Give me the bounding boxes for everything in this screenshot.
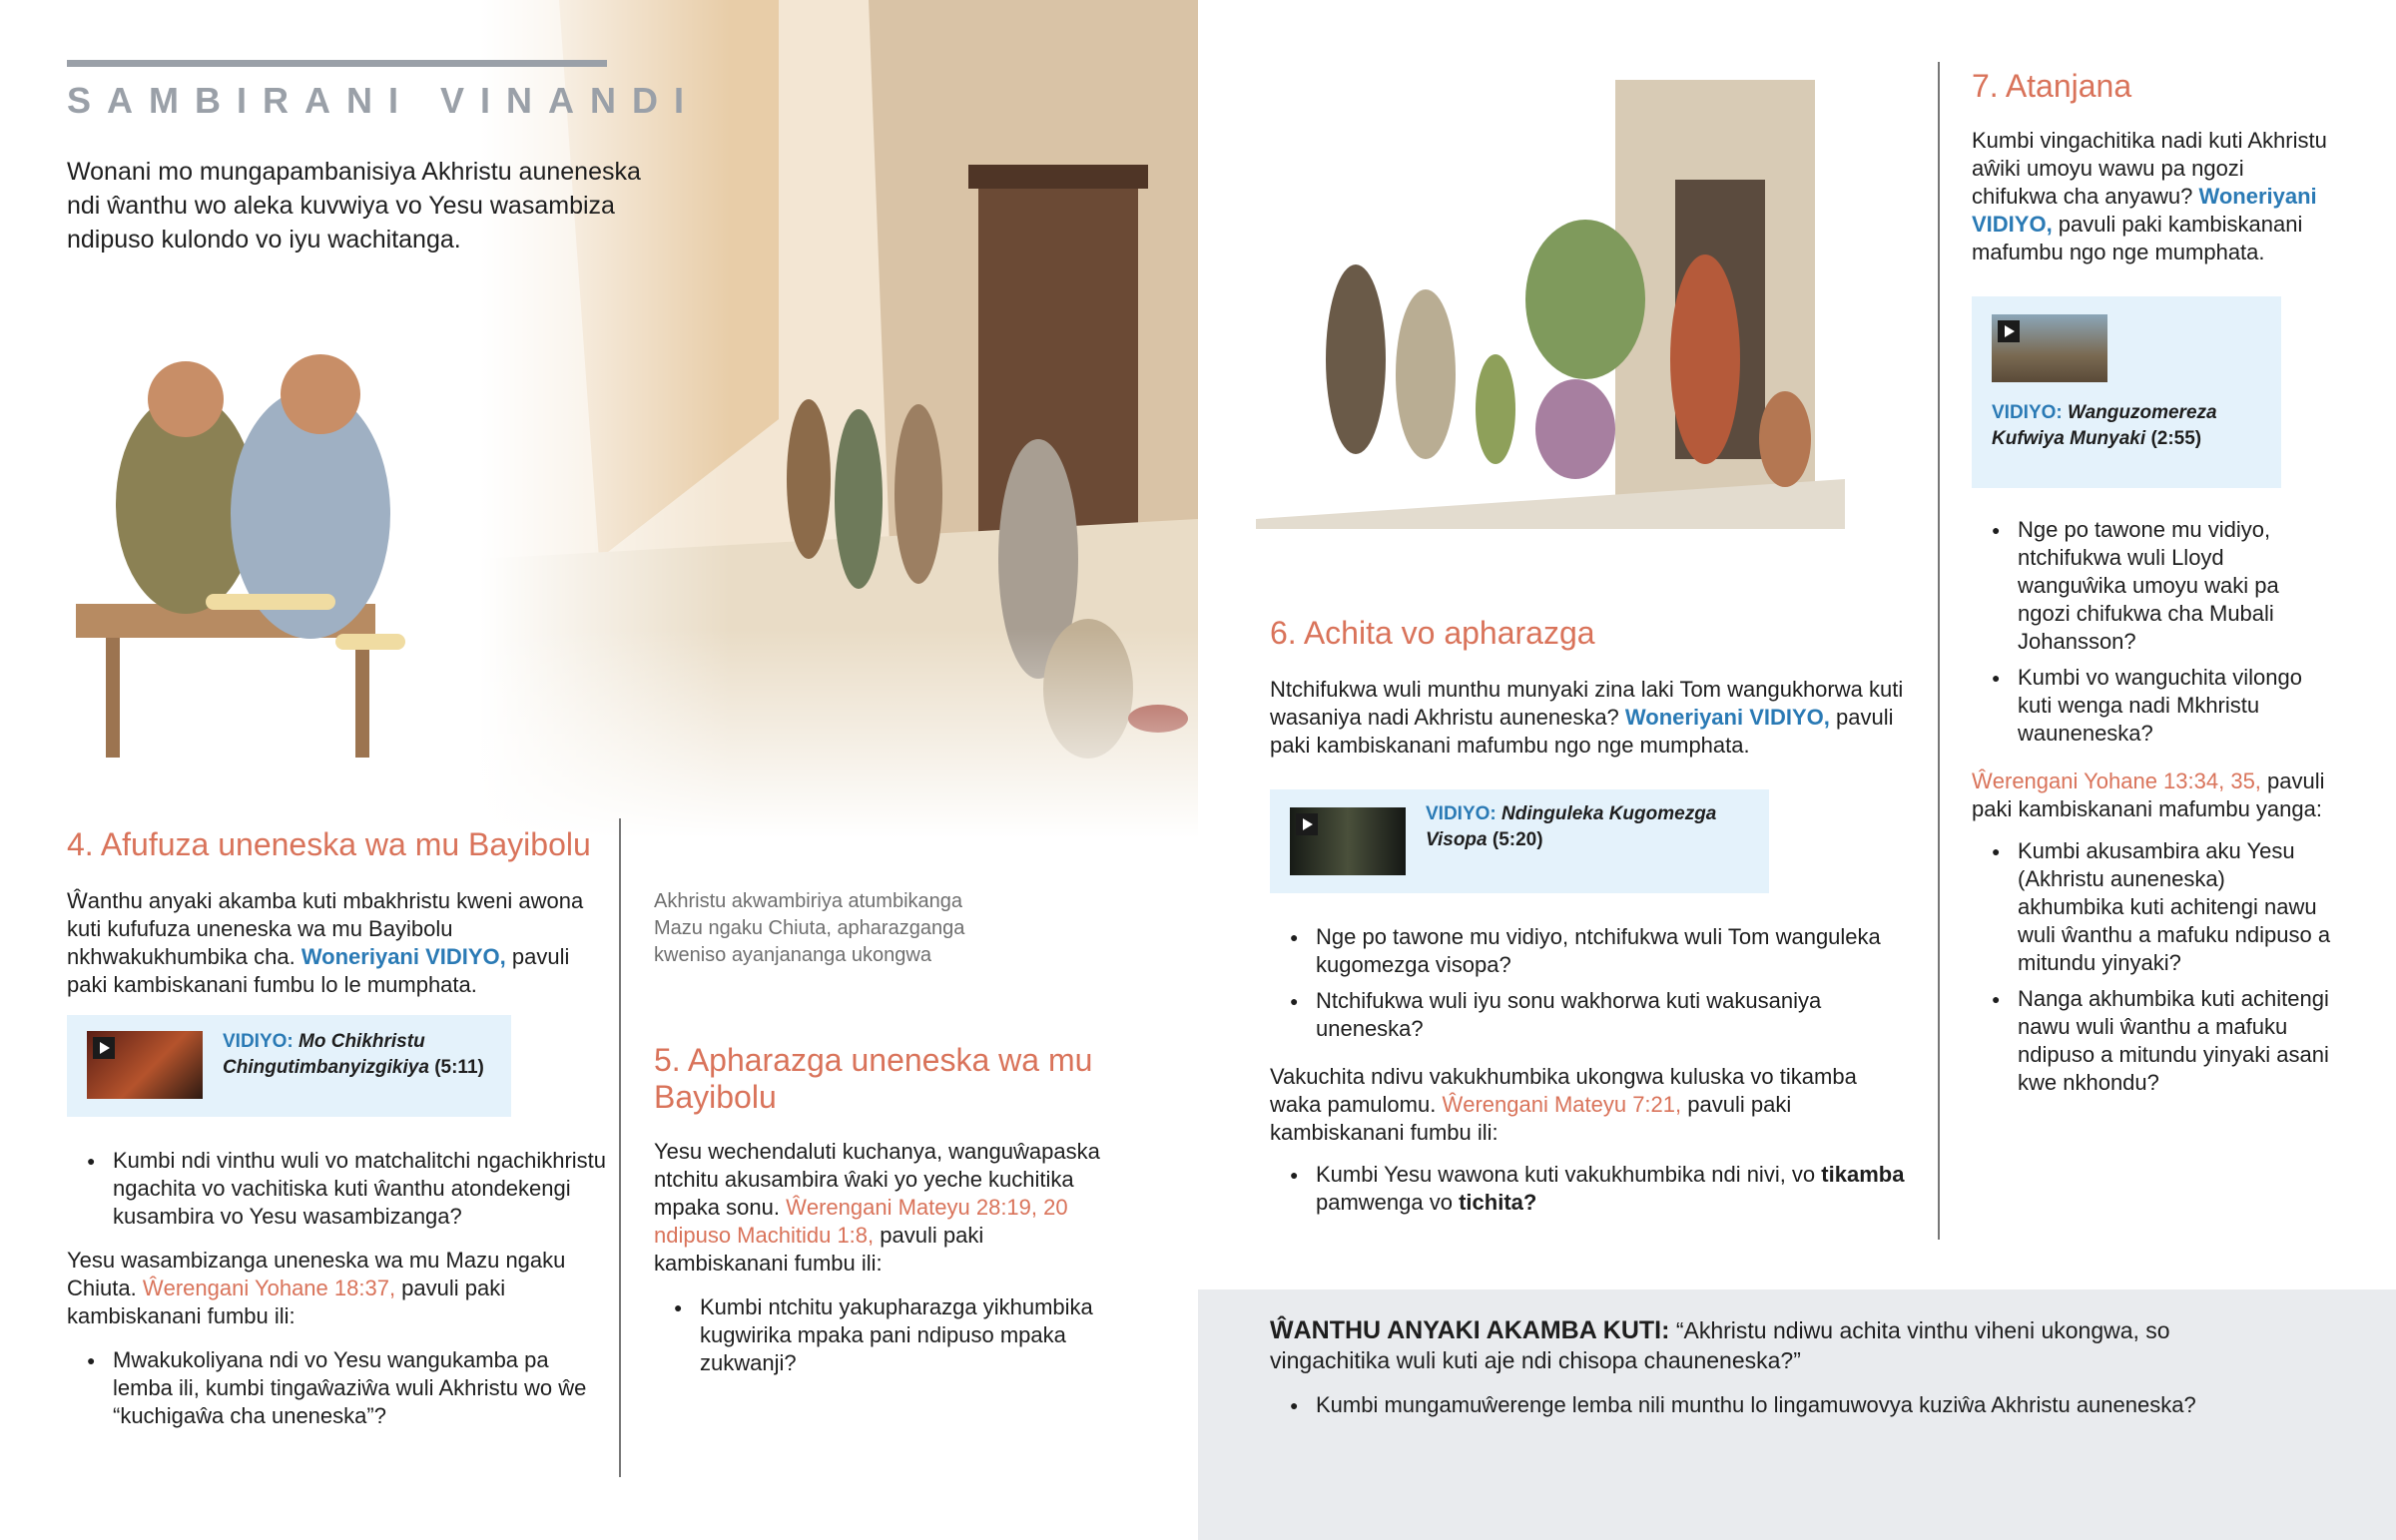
section-7-text-after: pavuli paki kambiskanani mafumbu ngo nge mumphata.: [1972, 211, 2303, 264]
section-6-paragraph: [1270, 676, 1909, 760]
footer-statement: [1270, 1315, 2268, 1375]
section-7-questions-a: [1972, 516, 2331, 748]
section-6-questions-b: [1270, 1161, 1909, 1217]
section-6-questions-a: [1270, 923, 1909, 1043]
list-item: ● Kumbi Yesu wawona kuti vakukhumbika ndi nivi, vo tikamba pamwenga vo tichita?: [1316, 1161, 1909, 1217]
section-7-video-link[interactable]: Woneriyani VIDIYO,: [1972, 183, 2317, 237]
page-title: SAMBIRANI VINANDI: [67, 80, 701, 121]
section-6-text-after: pavuli paki kambiskanani mafumbu ngo nge mumphata.: [1270, 704, 1894, 758]
section-5-scripture-ref[interactable]: Ŵerengani Mateyu 28:19, 20 ndipuso Machitidu 1:8,: [654, 1194, 1068, 1248]
section-4-text-2: Yesu wasambizanga uneneska wa mu Mazu ngaku Chiuta.: [67, 1247, 566, 1300]
section-4: [67, 826, 606, 1438]
video-thumbnail[interactable]: [87, 1031, 203, 1099]
scroll-reading-illustration: [66, 354, 455, 773]
footer-quote: “Akhristu ndiwu achita vinthu viheni ukongwa, so vingachitika wuli kuti aje ndi chisopa chauneneska?”: [1270, 1317, 2170, 1373]
list-item: ● Kumbi vo wanguchita vilongo kuti wenga nadi Mkhristu wauneneska?: [2018, 664, 2331, 748]
section-5-text: Yesu wechendaluti kuchanya, wanguŵapaska ntchitu akusambira ŵaki yo yeche kuchitika mpaka sonu.: [654, 1138, 1100, 1220]
header-rule: [67, 60, 607, 67]
list-item: ● Kumbi ntchitu yakupharazga yikhumbika kugwirika mpaka pani ndipuso mpaka zukwanji?: [700, 1293, 1113, 1377]
section-7-paragraph: [1972, 127, 2331, 266]
column-divider-2: [1938, 62, 1940, 1240]
section-4-text-2-after: pavuli paki kambiskanani fumbu ili:: [67, 1275, 506, 1328]
family-hospitality-illustration: [1256, 60, 1845, 529]
section-4-scripture-ref[interactable]: Ŵerengani Yohane 18:37,: [142, 1275, 396, 1300]
section-5: [654, 1042, 1113, 1385]
section-4-text-after: pavuli paki kambiskanani fumbu lo le mumphata.: [67, 943, 570, 997]
play-icon[interactable]: [1296, 813, 1318, 835]
section-5-paragraph: [654, 1138, 1113, 1278]
section-6-text-2: Vakuchita ndivu vakukhumbika ukongwa kuluska vo tikamba waka pamulomu.: [1270, 1063, 1857, 1117]
section-7-scripture-ref[interactable]: Ŵerengani Yohane 13:34, 35,: [1972, 768, 2261, 793]
section-5-title: 5. Apharazga uneneska wa mu Bayibolu: [654, 1042, 1093, 1115]
section-4-title: 4. Afufuza uneneska wa mu Bayibolu: [67, 826, 591, 862]
list-item: ● Kumbi akusambira aku Yesu (Akhristu auneneska) akhumbika kuti achitengi nawu wuli ŵanthu a mafuku ndipuso a mitundu yinyaki?: [2018, 837, 2331, 977]
play-icon[interactable]: [1998, 320, 2020, 342]
section-6: [1270, 615, 1909, 1225]
intro-text: Wonani mo mungapambanisiya Akhristu auneneska ndi ŵanthu wo aleka kuvwiya vo Yesu wasambiza ndipuso kulondo vo iyu wachitanga.: [67, 158, 641, 254]
section-7-video-card[interactable]: [1972, 296, 2281, 488]
section-5-text-after: pavuli paki kambiskanani fumbu ili:: [654, 1222, 984, 1276]
street-scene-illustration: [479, 0, 1198, 838]
section-4-video-link[interactable]: Woneriyani VIDIYO,: [300, 943, 506, 969]
section-6-scripture-ref[interactable]: Ŵerengani Mateyu 7:21,: [1442, 1091, 1682, 1117]
section-6-title: 6. Achita vo apharazga: [1270, 615, 1595, 651]
section-4-video-label: VIDIYO: Mo Chikhristu Chingutimbanyizgikiya (5:11): [223, 1030, 484, 1078]
play-icon[interactable]: [93, 1037, 115, 1059]
section-6-text-2-after: pavuli paki kambiskanani fumbu ili:: [1270, 1091, 1792, 1145]
section-4-text: Ŵanthu anyaki akamba kuti mbakhristu kweni awona kuti kufufuza uneneska wa mu Bayibolu nkhwakukhumbika cha.: [67, 887, 584, 969]
footer-label: ŴANTHU ANYAKI AKAMBA KUTI:: [1270, 1316, 1670, 1344]
column-divider-1: [619, 818, 621, 1477]
section-5-questions: [654, 1293, 1113, 1377]
section-7-questions-b: [1972, 837, 2331, 1097]
image-caption: Akhristu akwambiriya atumbikanga Mazu ngaku Chiuta, apharazganga kweniso ayanjananga ukongwa: [654, 890, 965, 966]
video-thumbnail[interactable]: [1290, 807, 1406, 875]
list-item: ● Nge po tawone mu vidiyo, ntchifukwa wuli Lloyd wanguŵika umoyu waki pa ngozi chifukwa cha Mubali Johansson?: [2018, 516, 2331, 656]
section-4-paragraph: [67, 887, 606, 999]
section-7-video-label: VIDIYO: Wanguzomereza Kufwiya Munyaki (2:55): [1992, 401, 2217, 449]
section-6-video-card[interactable]: [1270, 789, 1769, 893]
section-7-title: 7. Atanjana: [1972, 68, 2132, 104]
section-6-paragraph-2: [1270, 1063, 1909, 1147]
list-item: ● Ntchifukwa wuli iyu sonu wakhorwa kuti wakusaniya uneneska?: [1316, 987, 1909, 1043]
video-thumbnail[interactable]: [1992, 314, 2107, 382]
section-4-questions-a: [67, 1147, 606, 1231]
section-7: [1972, 68, 2331, 1105]
list-item: ● Kumbi mungamuŵerenge lemba nili munthu lo lingamuwovya kuziŵa Akhristu auneneska?: [1316, 1391, 2314, 1419]
section-6-video-link[interactable]: Woneriyani VIDIYO,: [1624, 704, 1830, 730]
list-item: ● Mwakukoliyana ndi vo Yesu wangukamba pa lemba ili, kumbi tingaŵaziŵa wuli Akhristu wo ŵe “kuchigaŵa cha uneneska”?: [113, 1346, 606, 1430]
section-4-questions-b: [67, 1346, 606, 1430]
section-7-paragraph-2: [1972, 768, 2331, 823]
section-7-text: Kumbi vingachitika nadi kuti Akhristu aŵiki umoyu wawu pa ngozi chifukwa cha anyawu?: [1972, 127, 2327, 209]
list-item: ● Nge po tawone mu vidiyo, ntchifukwa wuli Tom wanguleka kugomezga visopa?: [1316, 923, 1909, 979]
section-4-paragraph-2: [67, 1247, 606, 1330]
section-7-text-2-after: pavuli paki kambiskanani mafumbu yanga:: [1972, 768, 2325, 821]
section-4-video-card[interactable]: [67, 1015, 511, 1117]
list-item: ● Nanga akhumbika kuti achitengi nawu wuli ŵanthu a mafuku ndipuso a mitundu yinyaki asani kwe nkhondu?: [2018, 985, 2331, 1097]
section-6-video-label: VIDIYO: Ndinguleka Kugomezga Visopa (5:20): [1426, 802, 1717, 850]
footer-questions: [1270, 1391, 2314, 1427]
footer-box: [1198, 1289, 2396, 1540]
section-6-text: Ntchifukwa wuli munthu munyaki zina laki Tom wangukhorwa kuti wasaniya nadi Akhristu auneneska?: [1270, 676, 1904, 730]
list-item: ● Kumbi ndi vinthu wuli vo matchalitchi ngachikhristu ngachita vo vachitiska kuti ŵanthu atondekengi kusambira vo Yesu wasambizanga?: [113, 1147, 606, 1231]
